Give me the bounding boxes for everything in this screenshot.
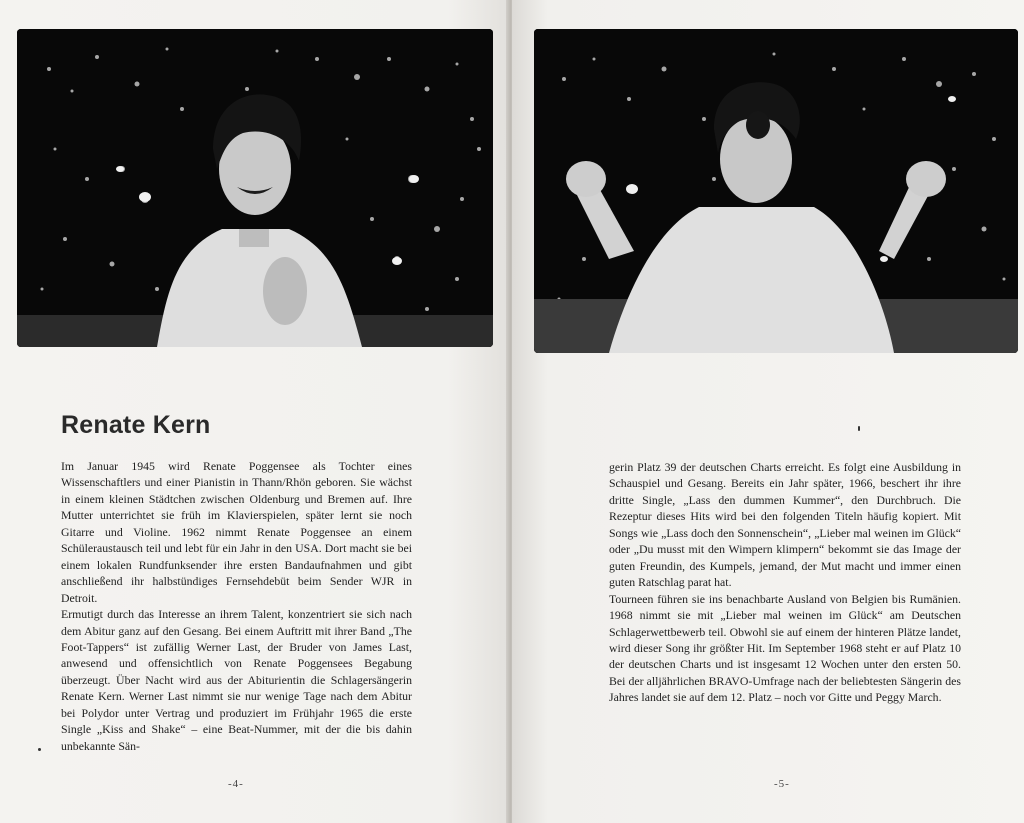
photo-singer-laughing [534,29,1018,353]
left-paragraph-2: Ermutigt durch das Interesse an ihrem Talent, konzentriert sie sich nach dem Abitur ganz auf den Gesang. Bei einem Auftritt mit ihrer Band „The Foot-Tappers“ ist zufällig Werner Last, der Bruder von James Last, anwesend und offensichtlich von Renate Poggensees Begabung überzeugt. Über Nacht wird aus der Abiturientin die Schlagersängerin Renate Kern. Werner Last nimmt sie nur wenige Tage nach dem Abitur bei Polydor unter Vertrag und produziert im Frühjahr 1965 die erste Single „Kiss and Shake“ – eine Beat-Nummer, mit der die bis dahin unbekannte Sän- [61,607,412,753]
right-body-text [609,459,961,706]
right-paragraph-1: gerin Platz 39 der deutschen Charts erreicht. Es folgt eine Ausbildung in Schauspiel und Gesang. Bereits ein Jahr später, 1966, beschert ihr ihre dritte Single, „Lass den dummen Kummer“, den Durchbruch. Die Rezeptur dieses Hits wird bei den folgenden Titeln häufig kopiert. Mit Songs wie „Lass doch den Sonnenschein“, „Lieber mal weinen im Glück“ oder „Du musst mit den Wimpern klimpern“ bekommt sie das Image der guten Freundin, des Kumpels, jemand, der Mut macht und immer einen guten Ratschlag parat hat. [609,460,961,590]
paper-speck [38,748,41,751]
left-body-text [61,458,412,754]
right-page [512,0,1024,823]
left-page [0,0,509,823]
left-paragraph-1: Im Januar 1945 wird Renate Poggensee als Tochter eines Wissenschaftlers und einer Pianistin in Thann/Rhön geboren. Sie wächst in einem kleinen Städtchen zwischen Oldenburg und Bremen auf. Ihre Mutter unterrichtet sie früh im Klavierspielen, später lernt sie noch Gitarre und Violine. 1962 nimmt Renate Poggensee an einem Schüleraustausch teil und lebt für ein Jahr in den USA. Dort macht sie bei einem lokalen Rundfunksender ihre ersten Bandaufnahmen und gibt anschließend ihr halbstündiges Fernsehdebüt beim Sender WJR in Detroit. [61,459,412,605]
article-heading: Renate Kern [61,411,211,439]
page-number-left: -4- [228,778,244,790]
right-paragraph-2: Tourneen führen sie ins benachbarte Ausland von Belgien bis Rumänien. 1968 nimmt sie mit „Lieber mal weinen im Glück“ am Deutschen Schlagerwettbewerb teil. Obwohl sie auf einem der hinteren Plätze landet, wird dieser Song ihr größter Hit. Im September 1968 steht er auf Platz 10 der deutschen Charts und ist insgesamt 12 Wochen unter den ersten 50. Bei der alljährlichen BRAVO-Umfrage nach der beliebtesten Sängerin des Jahres landet sie auf dem 12. Platz – noch vor Gitte und Peggy March. [609,591,961,705]
page-number-right: -5- [774,778,790,790]
paper-speck [858,426,860,431]
photo-singer-smiling [17,29,493,347]
